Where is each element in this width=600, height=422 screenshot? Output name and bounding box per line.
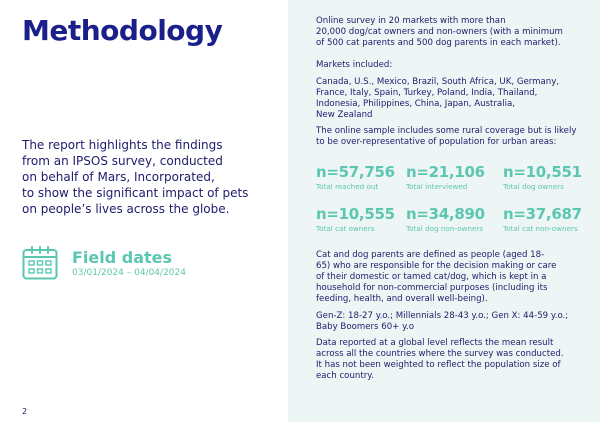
stat-label: Total dog non-owners (406, 224, 484, 233)
stat-label: Total interviewed (406, 182, 468, 191)
global-line: each country. (316, 371, 374, 381)
definition-line: feeding, health, and overall well-being). (316, 294, 488, 304)
parent-definition (316, 250, 592, 305)
markets-list (316, 77, 592, 121)
survey-description (316, 16, 592, 49)
markets-label (316, 60, 592, 71)
sample-line: The online sample includes some rural coverage but is likely (316, 126, 577, 136)
definition-line: household for non-commercial purposes (including its (316, 283, 548, 293)
definition-line: Cat and dog parents are defined as people (aged 18- (316, 250, 545, 260)
stat-cat-non-owners (503, 205, 582, 233)
generation-definitions (316, 311, 592, 333)
survey-line: 20,000 dog/cat owners and non-owners (with a minimum (316, 27, 563, 37)
stat-value: n=37,687 (503, 205, 582, 223)
page-title: Methodology (22, 14, 223, 47)
global-line: across all the countries where the survey was conducted. (316, 349, 564, 359)
page-number: 2 (22, 407, 28, 416)
stat-total-reached (316, 163, 395, 191)
stat-label: Total cat owners (316, 224, 375, 233)
intro-line: on behalf of Mars, Incorporated, (22, 170, 215, 184)
generation-line: Baby Boomers 60+ y.o (316, 322, 414, 332)
markets-line: New Zealand (316, 110, 373, 120)
stat-value: n=10,555 (316, 205, 395, 223)
stat-label: Total dog owners (503, 182, 564, 191)
intro-line: to show the significant impact of pets (22, 186, 249, 200)
stat-value: n=57,756 (316, 163, 395, 181)
definition-line: 65) who are responsible for the decision making or care (316, 261, 557, 271)
stat-dog-owners (503, 163, 582, 191)
stat-value: n=21,106 (406, 163, 485, 181)
definition-line: of their domestic or tamed cat/dog, which is kept in a (316, 272, 547, 282)
stat-label: Total cat non-owners (503, 224, 578, 233)
markets-label-text: Markets included: (316, 60, 393, 70)
stat-dog-non-owners (406, 205, 485, 233)
field-dates-range: 03/01/2024 – 04/04/2024 (72, 268, 186, 278)
intro-text (22, 137, 282, 217)
generation-line: Gen-Z: 18-27 y.o.; Millennials 28-43 y.o.; Gen X: 44-59 y.o.; (316, 311, 569, 321)
markets-line: Indonesia, Philippines, China, Japan, Australia, (316, 99, 515, 109)
global-line: It has not been weighted to reflect the population size of (316, 360, 561, 370)
markets-line: France, Italy, Spain, Turkey, Poland, India, Thailand, (316, 88, 538, 98)
field-dates-title: Field dates (72, 248, 173, 267)
intro-line: The report highlights the findings (22, 138, 223, 152)
stat-label: Total reached out (316, 182, 379, 191)
sample-line: to be over-representative of population for urban areas: (316, 137, 557, 147)
global-note (316, 338, 592, 382)
stat-cat-owners (316, 205, 395, 233)
stat-value: n=34,890 (406, 205, 485, 223)
intro-line: from an IPSOS survey, conducted (22, 154, 223, 168)
markets-line: Canada, U.S., Mexico, Brazil, South Africa, UK, Germany, (316, 77, 560, 87)
stat-total-interviewed (406, 163, 485, 191)
survey-line: of 500 cat parents and 500 dog parents in each market). (316, 38, 561, 48)
calendar-icon (22, 246, 58, 280)
intro-line: on people’s lives across the globe. (22, 202, 230, 216)
survey-line: Online survey in 20 markets with more than (316, 16, 506, 26)
stat-value: n=10,551 (503, 163, 582, 181)
sample-note (316, 126, 592, 148)
global-line: Data reported at a global level reflects the mean result (316, 338, 554, 348)
